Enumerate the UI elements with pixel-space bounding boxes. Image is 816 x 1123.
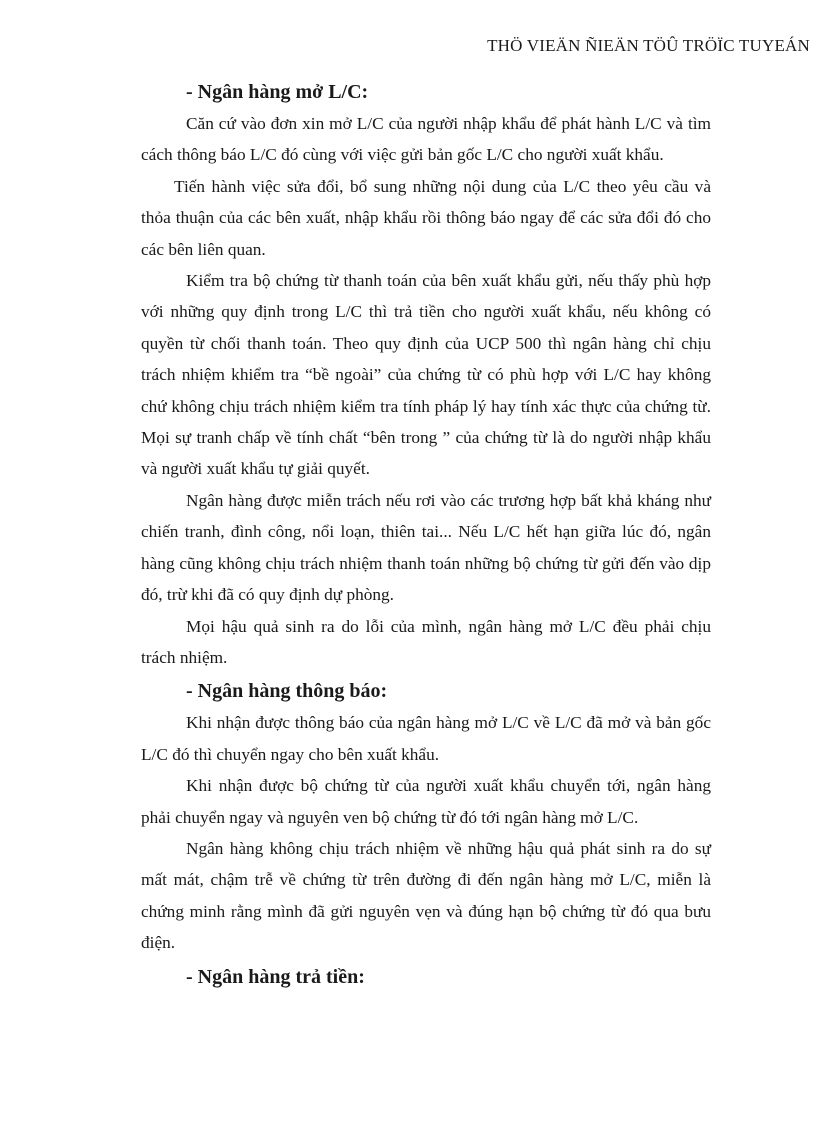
paragraph: Ngân hàng được miễn trách nếu rơi vào các trương hợp bất khả kháng như chiến tranh, đình công, nổi loạn, thiên tai... Nếu L/C hết hạn giữa lúc đó, ngân hàng cũng không chịu trách nhiệm thanh toán những bộ chứng từ gửi đến vào dịp đó, trừ khi đã có quy định dự phòng. bbox=[141, 490, 711, 605]
paragraph: Khi nhận được thông báo của ngân hàng mở L/C về L/C đã mở và bản gốc L/C đó thì chuyển ngay cho bên xuất khẩu. bbox=[141, 713, 711, 764]
paragraph: Kiểm tra bộ chứng từ thanh toán của bên xuất khẩu gửi, nếu thấy phù hợp với những quy định trong L/C thì trả tiền cho người xuất khẩu, nếu không có quyền từ chối thanh toán. Theo quy định của UCP 500 thì ngân hàng chỉ chịu trách nhiệm khiểm tra “bề ngoài” của chứng từ có phù hợp với L/C hay không chứ không chịu trách nhiệm kiểm tra tính pháp lý hay tính xác thực của chứng từ. Mọi sự tranh chấp về tính chất “bên trong ” của chứng từ là do người nhập khẩu và người xuất khẩu tự giải quyết. bbox=[141, 271, 711, 479]
paragraph: Mọi hậu quả sinh ra do lỗi của mình, ngân hàng mở L/C đều phải chịu trách nhiệm. bbox=[141, 616, 711, 667]
document-body bbox=[141, 76, 711, 993]
section-heading-opening-bank: - Ngân hàng mở L/C: bbox=[186, 81, 369, 103]
section-heading-advising-bank: - Ngân hàng thông báo: bbox=[186, 680, 388, 703]
paragraph: Tiến hành việc sửa đổi, bổ sung những nội dung của L/C theo yêu cầu và thỏa thuận của các bên xuất, nhập khẩu rồi thông báo ngay để các sửa đổi đó cho các bên liên quan. bbox=[141, 176, 711, 259]
running-header: THÖ VIEÄN ÑIEÄN TÖÛ TRÖÏC TUYEÁN bbox=[487, 36, 810, 55]
paragraph: Ngân hàng không chịu trách nhiệm về những hậu quả phát sinh ra do sự mất mát, chậm trễ về chứng từ trên đường đi đến ngân hàng mở L/C, miễn là chứng minh rằng mình đã gửi nguyên vẹn và đúng hạn bộ chứng từ đó qua bưu điện. bbox=[141, 838, 711, 953]
paragraph: Khi nhận được bộ chứng từ của người xuất khẩu chuyển tới, ngân hàng phải chuyển ngay và nguyên ven bộ chứng từ đó tới ngân hàng mở L/C. bbox=[141, 776, 711, 827]
paragraph: Căn cứ vào đơn xin mở L/C của người nhập khẩu để phát hành L/C và tìm cách thông báo L/C đó cùng với việc gửi bản gốc L/C cho người xuất khẩu. bbox=[141, 114, 711, 165]
section-heading-paying-bank: - Ngân hàng trả tiền: bbox=[186, 965, 365, 988]
